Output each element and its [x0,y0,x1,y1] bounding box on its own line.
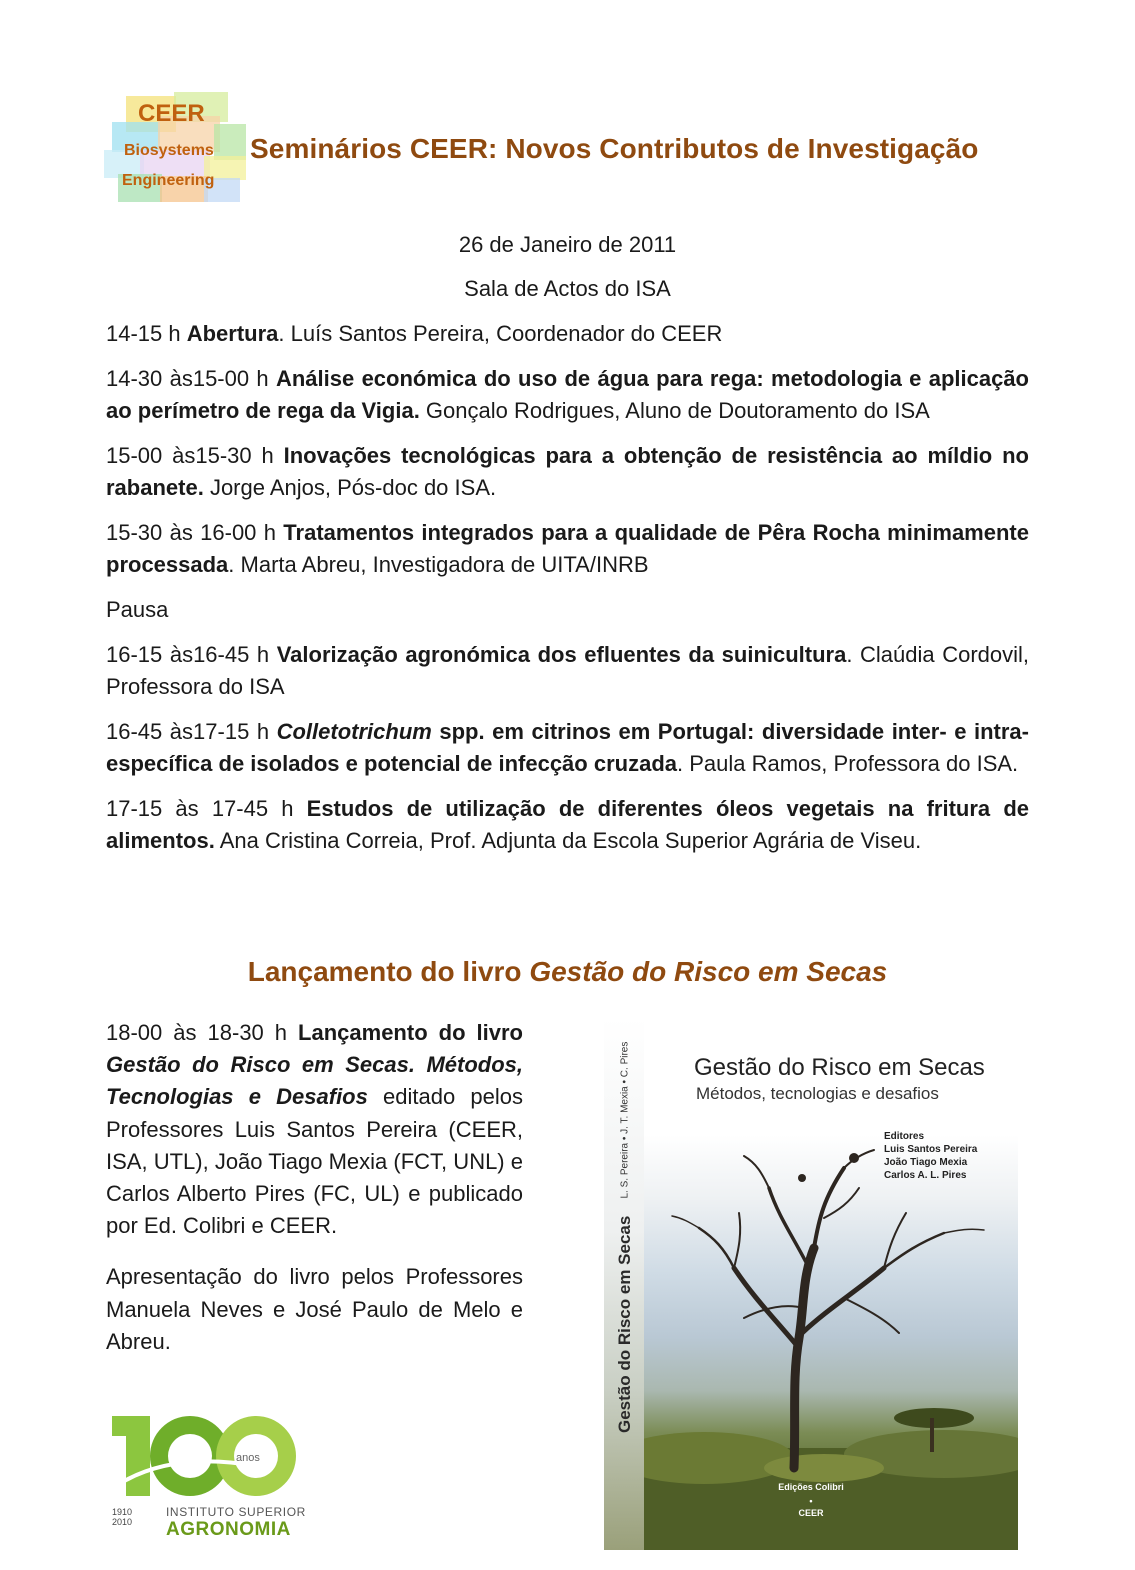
presentation-paragraph: Apresentação do livro pelos Professores Manuela Neves e José Paulo de Melo e Abreu. [106,1264,523,1354]
ceer-logo [104,92,248,204]
isa-100-anos-logo [106,1410,306,1540]
book-publisher: Edições Colibri [778,1482,844,1492]
event-venue: Sala de Actos do ISA [464,276,671,301]
book-spine-authors: L. S. Pereira • J. T. Mexia • C. Pires [619,1041,631,1199]
book-cover-image [604,1018,1018,1550]
centenary-100-graphic [106,1410,302,1506]
program-item: 16-15 às16-45 h Valorização agronómica dos efluentes da suinicultura. Claúdia Cordovil, Professora do ISA [106,642,1029,699]
program-item: 17-15 às 17-45 h Estudos de utilização de diferentes óleos vegetais na fritura de alimentos. Ana Cristina Correia, Prof. Adjunta da Escola Superior Agrária de Viseu. [106,796,1029,853]
logo-agronomia: AGRONOMIA [166,1519,291,1540]
logo-text-ceer: CEER [138,100,205,127]
program-item: 16-45 às17-15 h Colletotrichum spp. em citrinos em Portugal: diversidade inter- e intra-específica de isolados e potencial de infecção cruzada. Paula Ramos, Professora do ISA. [106,719,1029,776]
book-publisher-separator: • [809,1496,813,1506]
logo-instituto-superior: INSTITUTO SUPERIOR [166,1505,306,1519]
program-item: 15-30 às 16-00 h Tratamentos integrados para a qualidade de Pêra Rocha minimamente processada. Marta Abreu, Investigadora de UITA/INRB [106,520,1029,577]
event-date: 26 de Janeiro de 2011 [458,232,677,257]
program-list [106,318,1029,870]
book-publisher-ceer: CEER [798,1508,824,1518]
program-item: 15-00 às15-30 h Inovações tecnológicas para a obtenção de resistência ao míldio no rabanete. Jorge Anjos, Pós-doc do ISA. [106,443,1029,500]
logo-text-engineering: Engineering [122,172,215,189]
logo-anos-text: anos [236,1452,260,1464]
book-spine-title: Gestão do Risco em Secas [615,1215,634,1433]
book-editors: Editores Luis Santos Pereira João Tiago Mexia Carlos A. L. Pires [884,1131,978,1181]
launch-description [106,1017,523,1377]
launch-paragraph: 18-00 às 18-30 h Lançamento do livro Gestão do Risco em Secas. Métodos, Tecnologias e Desafios editado pelos Professores Luis Santos Pereira (CEER, ISA, UTL), João Tiago Mexia (FCT, UNL) e Carlos Alberto Pires (FC, UL) e publicado por Ed. Colibri e CEER. [106,1020,523,1239]
logo-years: 1910 2010 [112,1507,133,1527]
program-break: Pausa [106,597,169,622]
program-item: 14-30 às15-00 h Análise económica do uso de água para rega: metodologia e aplicação ao perímetro de rega da Vigia. Gonçalo Rodrigues, Aluno de Doutoramento do ISA [106,366,1029,423]
page-title: Seminários CEER: Novos Contributos de Investigação [250,133,979,164]
book-subtitle: Métodos, tecnologias e desafios [696,1084,939,1103]
program-item: 14-15 h Abertura. Luís Santos Pereira, Coordenador do CEER [106,321,723,346]
logo-text-biosystems: Biosystems [124,142,214,159]
launch-section-title: Lançamento do livro Gestão do Risco em Secas [247,956,888,987]
book-title: Gestão do Risco em Secas [694,1054,985,1081]
